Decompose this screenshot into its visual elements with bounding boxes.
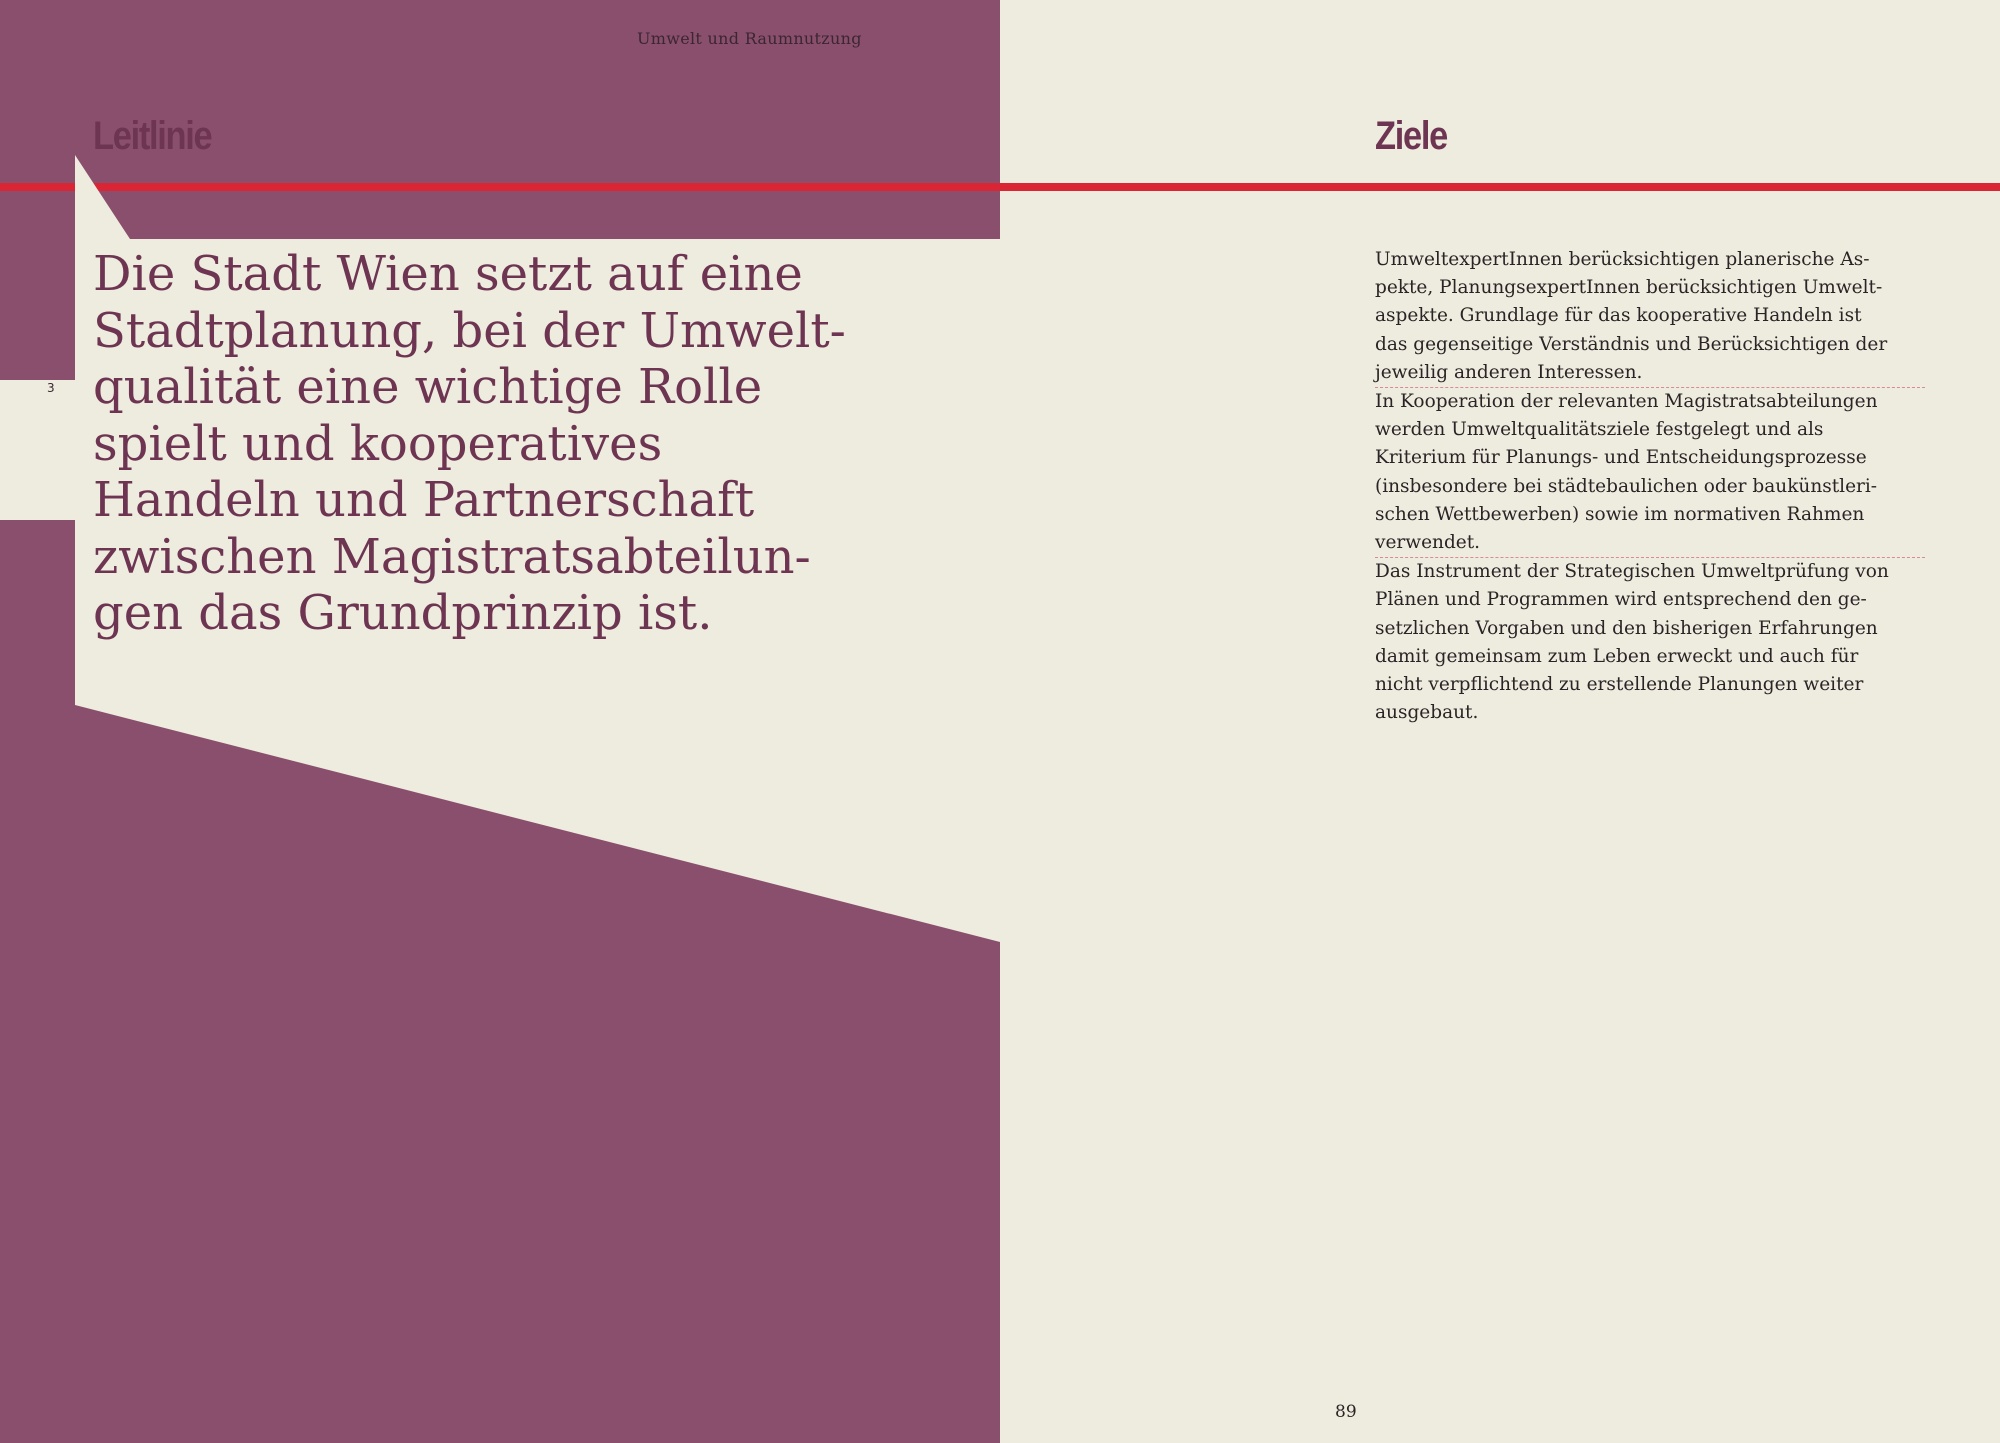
goal-paragraph bbox=[1375, 557, 1925, 727]
goal-line: pekte, PlanungsexpertInnen berücksichtigen Umwelt- bbox=[1375, 277, 1883, 299]
goal-paragraph bbox=[1375, 246, 1925, 387]
goal-paragraph bbox=[1375, 387, 1925, 557]
quote-line: Handeln und Partnerschaft bbox=[93, 472, 755, 528]
goal-line: nicht verpflichtend zu erstellende Planungen weiter bbox=[1375, 674, 1864, 696]
guideline-quote bbox=[93, 246, 893, 642]
goal-line: Das Instrument der Strategischen Umweltprüfung von bbox=[1375, 561, 1889, 583]
goal-line: Plänen und Programmen wird entsprechend den ge- bbox=[1375, 589, 1867, 611]
goal-line: In Kooperation der relevanten Magistratsabteilungen bbox=[1375, 391, 1878, 413]
goal-line: UmweltexpertInnen berücksichtigen planerische As- bbox=[1375, 249, 1870, 270]
quote-line: qualität eine wichtige Rolle bbox=[93, 359, 763, 415]
goal-line: ausgebaut. bbox=[1375, 702, 1479, 724]
section-title: Umwelt und Raumnutzung bbox=[637, 29, 862, 48]
goal-line: das gegenseitige Verständnis und Berücksichtigen der bbox=[1375, 333, 1888, 355]
goal-line: damit gemeinsam zum Leben erweckt und auch für bbox=[1375, 645, 1859, 667]
chapter-tab-number: 3 bbox=[47, 381, 55, 395]
quote-line: Die Stadt Wien setzt auf eine bbox=[93, 246, 803, 302]
goal-line: (insbesondere bei städtebaulichen oder baukünstleri- bbox=[1375, 475, 1878, 497]
page-number: 89 bbox=[1335, 1402, 1357, 1422]
heading-ziele: Ziele bbox=[1375, 114, 1447, 158]
quote-line: Stadtplanung, bei der Umwelt- bbox=[93, 302, 846, 359]
quote-line: gen das Grundprinzip ist. bbox=[93, 585, 713, 641]
goal-line: werden Umweltqualitätsziele festgelegt und als bbox=[1375, 419, 1824, 441]
goal-line: jeweilig anderen Interessen. bbox=[1375, 361, 1643, 383]
heading-leitlinie: Leitlinie bbox=[93, 114, 212, 158]
chapter-tab bbox=[0, 380, 75, 520]
goal-line: schen Wettbewerben) sowie im normativen Rahmen bbox=[1375, 503, 1865, 525]
goal-line: Kriterium für Planungs- und Entscheidungsprozesse bbox=[1375, 447, 1867, 469]
quote-line: spielt und kooperatives bbox=[93, 415, 663, 472]
goal-line: setzlichen Vorgaben und den bisherigen Erfahrungen bbox=[1375, 617, 1878, 639]
goals-list bbox=[1375, 246, 1925, 727]
goal-line: aspekte. Grundlage für das kooperative Handeln ist bbox=[1375, 305, 1862, 327]
quote-line: zwischen Magistratsabteilun- bbox=[93, 528, 811, 585]
goal-line: verwendet. bbox=[1375, 532, 1481, 554]
